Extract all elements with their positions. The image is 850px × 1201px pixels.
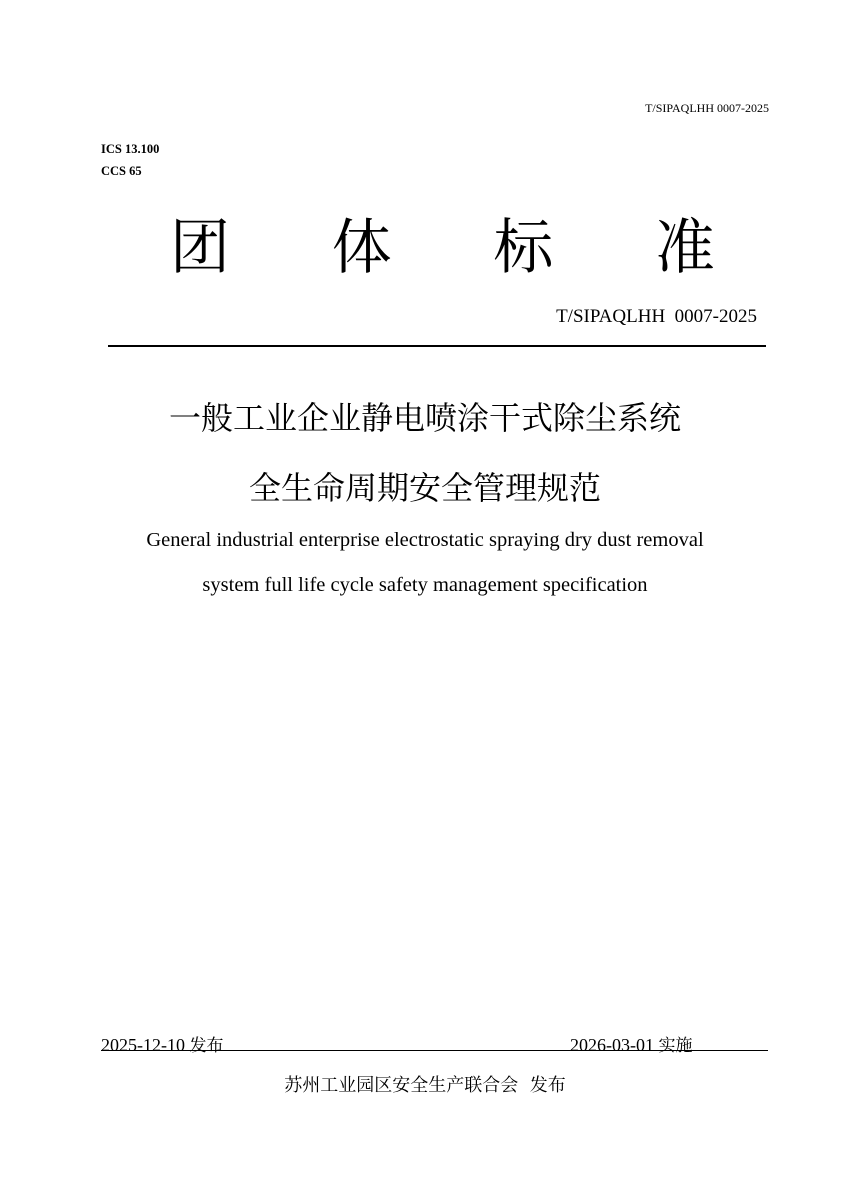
bottom-divider xyxy=(101,1050,768,1051)
effective-date-block xyxy=(570,1031,693,1056)
ccs-code: CCS 65 xyxy=(101,164,142,178)
release-label: 发布 xyxy=(189,1036,224,1056)
category-char-3: 标 xyxy=(493,213,554,283)
category-char-2: 体 xyxy=(331,213,392,283)
top-divider xyxy=(108,345,766,347)
standard-category-title xyxy=(170,208,715,288)
title-en-line1: General industrial enterprise electrostatic spraying dry dust removal xyxy=(146,529,704,551)
effective-label: 实施 xyxy=(658,1036,693,1056)
release-date: 2025-12-10 xyxy=(101,1035,185,1055)
effective-date: 2026-03-01 xyxy=(570,1035,654,1055)
publisher: 苏州工业园区安全生产联合会 发布 xyxy=(284,1075,566,1096)
ics-code: ICS 13.100 xyxy=(101,142,160,156)
release-date-block xyxy=(101,1031,224,1056)
title-en-line2: system full life cycle safety management specification xyxy=(202,574,648,596)
category-char-4: 准 xyxy=(654,213,715,283)
standard-number: T/SIPAQLHH 0007-2025 xyxy=(556,306,757,327)
title-cn-line2: 全生命周期安全管理规范 xyxy=(248,469,601,507)
header-standard-code: T/SIPAQLHH 0007-2025 xyxy=(645,101,769,115)
title-cn-line1: 一般工业企业静电喷涂干式除尘系统 xyxy=(168,399,681,437)
category-char-1: 团 xyxy=(170,213,230,283)
